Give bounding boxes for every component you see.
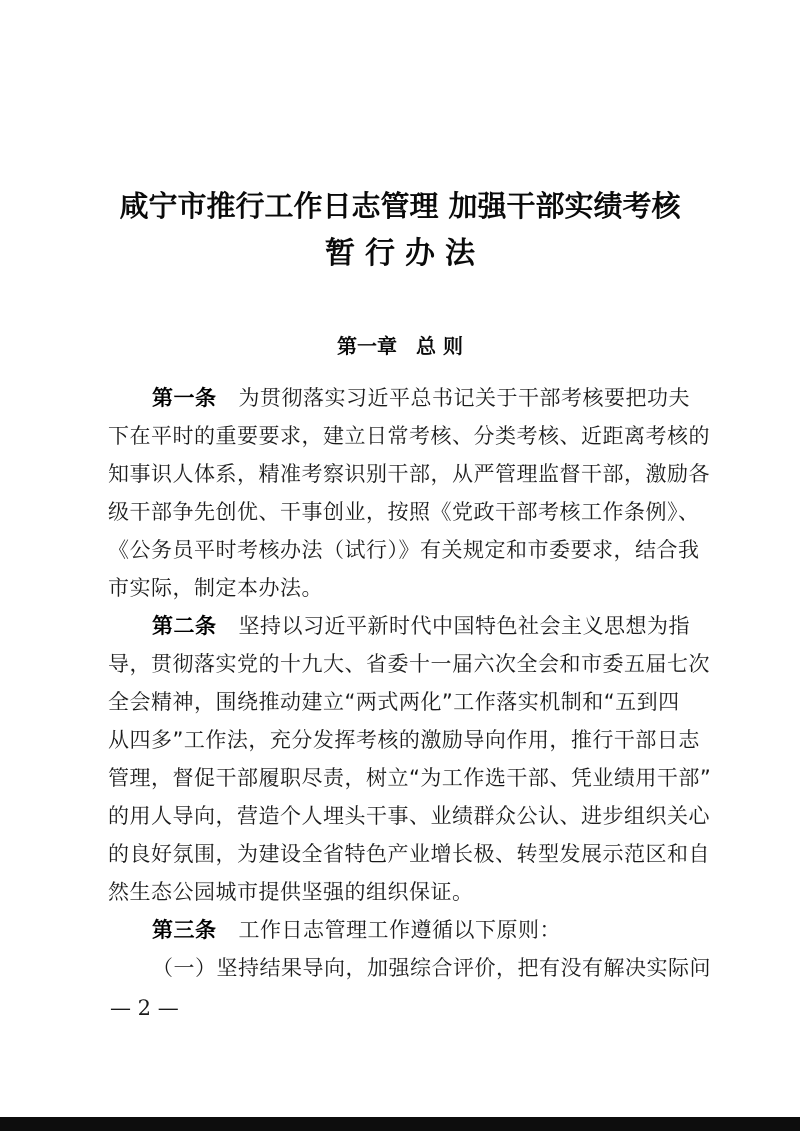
- article-1-label: 第一条: [152, 385, 217, 410]
- article-1-line: 知事识人体系，精准考察识别干部，从严管理监督干部，激励各: [108, 462, 710, 486]
- scan-edge-bar: [0, 1117, 800, 1131]
- article-1-line: 级干部争先创优、干事创业，按照《党政干部考核工作条例》、: [108, 500, 700, 524]
- article-1-text: 为贯彻落实习近平总书记关于干部考核要把功夫: [238, 386, 690, 410]
- article-2-line: 从四多”工作法，充分发挥考核的激励导向作用，推行干部日志: [108, 728, 700, 752]
- article-3-text: 工作日志管理工作遵循以下原则：: [238, 918, 561, 942]
- article-3-first-line: [108, 911, 722, 949]
- article-2-line: 全会精神，围绕推动建立“两式两化”工作落实机制和“五到四: [108, 690, 680, 714]
- article-2-line: 导，贯彻落实党的十九大、省委十一届六次全会和市委五届七次: [108, 652, 710, 676]
- chapter-name: 总 则: [416, 334, 463, 358]
- article-3-label: 第三条: [152, 917, 217, 942]
- article-1-line: 市实际，制定本办法。: [108, 576, 323, 600]
- chapter-heading: [0, 330, 800, 359]
- article-1-line: 下在平时的重要要求，建立日常考核、分类考核、近距离考核的: [108, 424, 710, 448]
- article-1-first-line: [108, 379, 722, 417]
- article-2-first-line: [108, 607, 722, 645]
- article-1-line: 《公务员平时考核办法（试行）》有关规定和市委要求，结合我: [108, 538, 700, 562]
- article-2-line: 然生态公园城市提供坚强的组织保证。: [108, 880, 474, 904]
- document-title: 咸宁市推行工作日志管理 加强干部实绩考核: [119, 189, 681, 223]
- article-2-text: 坚持以习近平新时代中国特色社会主义思想为指: [238, 614, 690, 638]
- article-2-line: 的用人导向，营造个人埋头干事、业绩群众公认、进步组织关心: [108, 804, 710, 828]
- article-3-item: （一）坚持结果导向，加强综合评价，把有没有解决实际问: [152, 956, 711, 980]
- document-subtitle: 暂行办法: [325, 236, 485, 271]
- article-2-line: 管理，督促干部履职尽责，树立“为工作选干部、凭业绩用干部”: [108, 766, 712, 790]
- chapter-number: 第一章: [337, 334, 398, 358]
- article-2-label: 第二条: [152, 613, 217, 638]
- article-2-line: 的良好氛围，为建设全省特色产业增长极、转型发展示范区和自: [108, 842, 710, 866]
- document-body: [108, 379, 722, 987]
- page-number: — 2 —: [110, 996, 179, 1020]
